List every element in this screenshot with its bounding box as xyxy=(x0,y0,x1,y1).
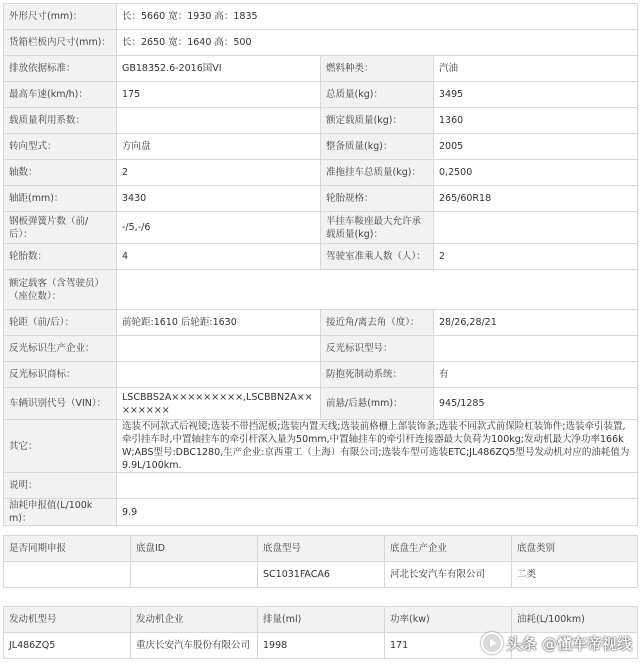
tire-count-value: 4 xyxy=(117,244,321,270)
track-value: 前轮距:1610 后轮距:1630 xyxy=(117,310,321,336)
spec-row-other xyxy=(4,420,638,473)
spec-row-tire-count xyxy=(4,244,638,270)
vin-label: 车辆识别代号（VIN）： xyxy=(4,388,117,420)
reflector-maker-value xyxy=(117,336,321,362)
trailer-mass-value: 0,2500 xyxy=(434,160,638,186)
spec-row-cargo xyxy=(4,30,638,56)
vin-value: LSCBBS2A×××××××××,LSCBBN2A×××××××× xyxy=(117,388,321,420)
axles-label: 轴数： xyxy=(4,160,117,186)
cab-seats-label: 驾驶室准乘人数（人）： xyxy=(321,244,434,270)
spec-row-steering xyxy=(4,134,638,160)
spring-label: 钢板弹簧片数（前/后）： xyxy=(4,212,117,244)
play-circle-icon xyxy=(481,632,503,654)
reflector-model-value xyxy=(434,336,638,362)
steering-label: 转向型式： xyxy=(4,134,117,160)
chassis-header-class: 底盘类别 xyxy=(512,536,638,562)
rated-load-value: 1360 xyxy=(434,108,638,134)
trailer-mass-label: 准拖挂车总质量(kg)： xyxy=(321,160,434,186)
chassis-header-row xyxy=(4,536,638,562)
spec-row-track xyxy=(4,310,638,336)
spec-row-wheelbase xyxy=(4,186,638,212)
fuel-label: 燃料种类： xyxy=(321,56,434,82)
spec-row-load xyxy=(4,108,638,134)
spec-row-abs xyxy=(4,362,638,388)
engine-header-model: 发动机型号 xyxy=(4,607,131,633)
chassis-header-sync: 是否同期申报 xyxy=(4,536,131,562)
load-util-value xyxy=(117,108,321,134)
total-mass-value: 3495 xyxy=(434,82,638,108)
total-mass-label: 总质量(kg)： xyxy=(321,82,434,108)
spec-row-dims xyxy=(4,4,638,30)
spec-row-passengers xyxy=(4,270,638,310)
speed-value: 175 xyxy=(117,82,321,108)
note-value xyxy=(117,473,638,499)
dims-value: 长：5660 宽：1930 高：1835 xyxy=(117,4,638,30)
engine-header-displacement: 排量(ml) xyxy=(258,607,385,633)
spec-table xyxy=(3,3,638,526)
spec-row-note xyxy=(4,473,638,499)
fuel-rating-value: 9.9 xyxy=(117,499,638,526)
wheelbase-value: 3430 xyxy=(117,186,321,212)
engine-header-maker: 发动机企业 xyxy=(131,607,258,633)
overhang-label: 前悬/后悬(mm)： xyxy=(321,388,434,420)
reflector-brand-value xyxy=(117,362,321,388)
steering-value: 方向盘 xyxy=(117,134,321,160)
axles-value: 2 xyxy=(117,160,321,186)
fuel-value: 汽油 xyxy=(434,56,638,82)
spec-row-reflector xyxy=(4,336,638,362)
chassis-sync-value xyxy=(4,562,131,588)
table-row xyxy=(4,562,638,588)
angle-label: 接近角/离去角（度）： xyxy=(321,310,434,336)
chassis-header-id: 底盘ID xyxy=(131,536,258,562)
tire-count-label: 轮胎数： xyxy=(4,244,117,270)
emission-label: 排放依据标准： xyxy=(4,56,117,82)
saddle-value xyxy=(434,212,638,244)
chassis-model-value: SC1031FACA6 xyxy=(258,562,385,588)
tire-value: 265/60R18 xyxy=(434,186,638,212)
cab-seats-value: 2 xyxy=(434,244,638,270)
load-util-label: 载质量利用系数： xyxy=(4,108,117,134)
spec-row-spring xyxy=(4,212,638,244)
chassis-maker-value: 河北长安汽车有限公司 xyxy=(385,562,512,588)
engine-displacement-value: 1998 xyxy=(258,633,385,659)
chassis-id-value xyxy=(131,562,258,588)
dims-label: 外形尺寸(mm)： xyxy=(4,4,117,30)
spec-row-emission xyxy=(4,56,638,82)
watermark xyxy=(481,632,632,654)
chassis-header-maker: 底盘生产企业 xyxy=(385,536,512,562)
cargo-label: 货箱栏板内尺寸(mm)： xyxy=(4,30,117,56)
spec-row-vin xyxy=(4,388,638,420)
tire-label: 轮胎规格： xyxy=(321,186,434,212)
engine-power-value: 171 xyxy=(385,633,512,659)
engine-header-fuel: 油耗(L/100km) xyxy=(512,607,638,633)
abs-label: 防抱死制动系统： xyxy=(321,362,434,388)
engine-model-value: JL486ZQ5 xyxy=(4,633,131,659)
watermark-text: 头条 @懂车帝视线 xyxy=(506,634,632,653)
other-value: 选装不同款式后视镜;选装不带挡泥板;选装内置天线;选装前格栅上部装饰条;选装不同款式前保险杠装饰件;选装牵引装置,牵引挂车时,中置轴挂车的牵引杆深入量为50mm,中置轴挂车的牵引杆连接器最大负荷为100kg;发动机最大净功率166kW;ABS型号:DBC1280,生产企业:京西重工（上海）有限公司;选装车型可选装ETC;JL486ZQ5型号发动机对应的油耗值为9.9L/100km. xyxy=(117,420,638,473)
curb-mass-value: 2005 xyxy=(434,134,638,160)
spec-row-speed xyxy=(4,82,638,108)
speed-label: 最高车速(km/h)： xyxy=(4,82,117,108)
passengers-label: 额定载客（含驾驶员）（座位数）： xyxy=(4,270,117,310)
angle-value: 28/26,28/21 xyxy=(434,310,638,336)
engine-header-row xyxy=(4,607,638,633)
reflector-maker-label: 反光标识生产企业： xyxy=(4,336,117,362)
chassis-table xyxy=(3,535,638,588)
spec-row-axles xyxy=(4,160,638,186)
spring-value: -/5,-/6 xyxy=(117,212,321,244)
note-label: 说明： xyxy=(4,473,117,499)
passengers-value xyxy=(117,270,638,310)
rated-load-label: 额定载质量(kg)： xyxy=(321,108,434,134)
reflector-brand-label: 反光标识商标： xyxy=(4,362,117,388)
engine-maker-value: 重庆长安汽车股份有限公司 xyxy=(131,633,258,659)
overhang-value: 945/1285 xyxy=(434,388,638,420)
chassis-header-model: 底盘型号 xyxy=(258,536,385,562)
fuel-rating-label: 油耗申报值(L/100km)： xyxy=(4,499,117,526)
saddle-label: 半挂车鞍座最大允许承载质量(kg)： xyxy=(321,212,434,244)
wheelbase-label: 轴距(mm)： xyxy=(4,186,117,212)
engine-header-power: 功率(kw) xyxy=(385,607,512,633)
spec-row-fuel-rating xyxy=(4,499,638,526)
chassis-class-value: 二类 xyxy=(512,562,638,588)
cargo-value: 长：2650 宽：1640 高：500 xyxy=(117,30,638,56)
curb-mass-label: 整备质量(kg)： xyxy=(321,134,434,160)
abs-value: 有 xyxy=(434,362,638,388)
reflector-model-label: 反光标识型号： xyxy=(321,336,434,362)
track-label: 轮距（前/后）： xyxy=(4,310,117,336)
emission-value: GB18352.6-2016国VI xyxy=(117,56,321,82)
other-label: 其它： xyxy=(4,420,117,473)
